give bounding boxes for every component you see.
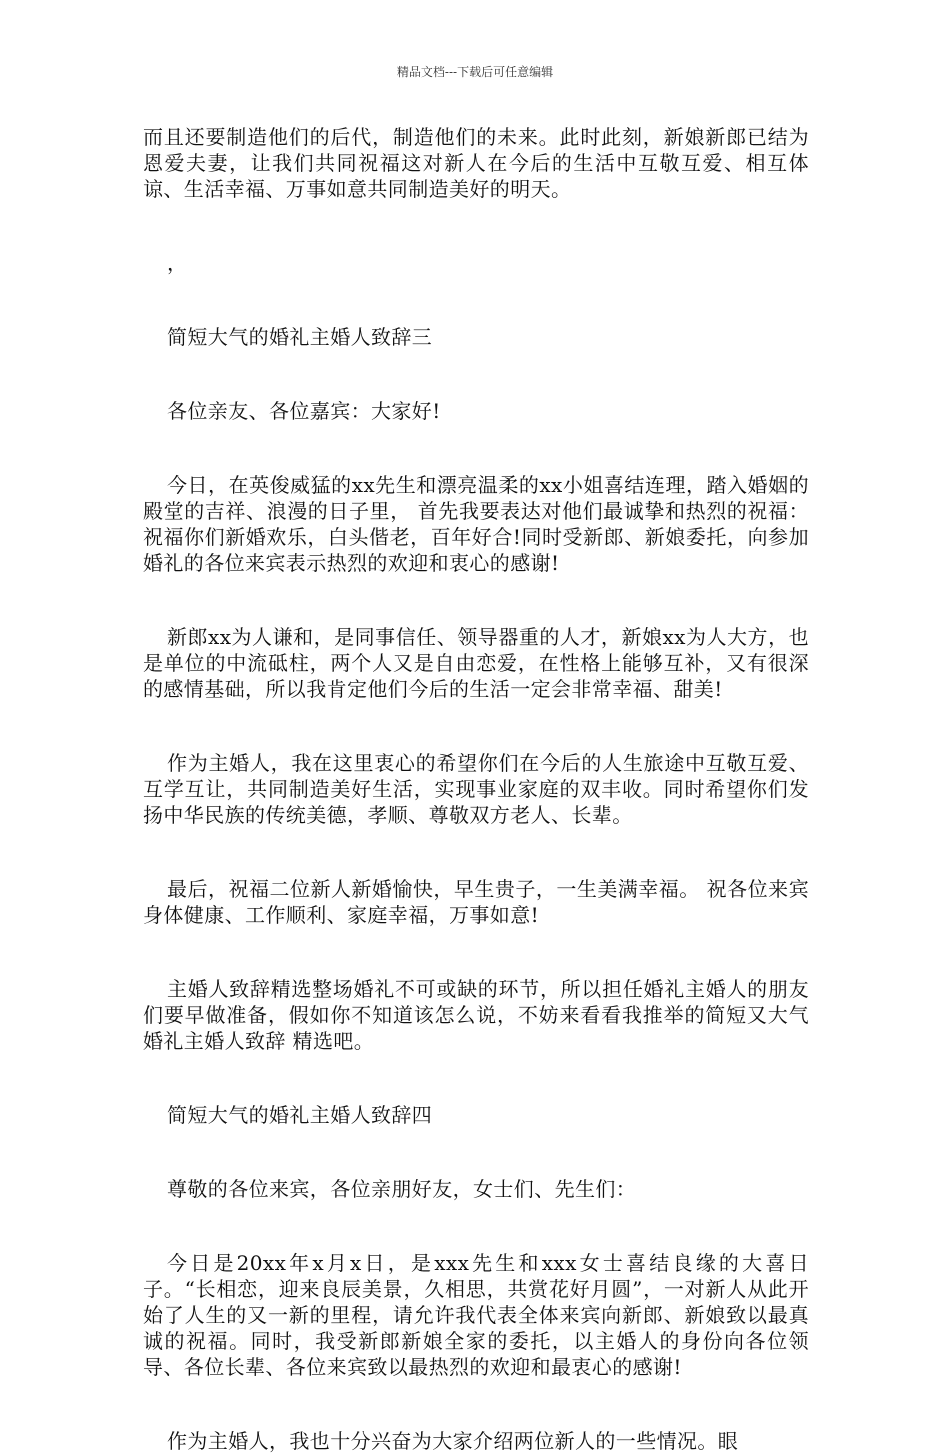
paragraph-wishes: 作为主婚人，我在这里衷心的希望你们在今后的人生旅途中互敬互爱、互学互让，共同制造美好生活，实现事业家庭的双丰收。同时希望你们发扬中华民族的传统美德，孝顺、尊敬双方老人、长辈。	[143, 751, 809, 827]
paragraph-transition: 主婚人致辞精选整场婚礼不可或缺的环节，所以担任婚礼主婚人的朋友们要早做准备，假如你不知道该怎么说，不妨来看看我推举的简短又大气 婚礼主婚人致辞 精选吧。	[143, 977, 809, 1053]
salutation-paragraph-four: 尊敬的各位来宾，各位亲朋好友，女士们、先生们：	[167, 1177, 637, 1201]
paragraph-date-announcement: 今日是20xx年x月x日，是xxx先生和xxx女士喜结良缘的大喜日子。“长相恋，迎来良辰美景，久相思，共赏花好月圆”，一对新人从此开始了人生的又一新的里程，请允许我代表全体来宾向新郎、新娘致以最真诚的祝福。同时，我受新郎新娘全家的委托，以主婚人的身份向各位领导、各位长辈、各位来宾致以最热烈的欢迎和最衷心的感谢!	[143, 1251, 809, 1379]
section-heading-four: 简短大气的婚礼主婚人致辞四	[167, 1103, 433, 1127]
paragraph-opening: 今日，在英俊威猛的xx先生和漂亮温柔的xx小姐喜结连理，踏入婚姻的殿堂的吉祥、浪漫的日子里， 首先我要表达对他们最诚挚和热烈的祝福：祝福你们新婚欢乐，白头偕老，百年好合!同时受新郎、新娘委托，向参加婚礼的各位来宾表示热烈的欢迎和衷心的感谢!	[143, 473, 809, 575]
paragraph-closing: 最后，祝福二位新人新婚愉快，早生贵子，一生美满幸福。 祝各位来宾身体健康、工作顺利、家庭幸福，万事如意!	[143, 877, 809, 927]
paragraph-comma: ，	[167, 251, 188, 275]
paragraph-introduction-cut: 作为主婚人，我也十分兴奋为大家介绍两位新人的一些情况。眼	[167, 1429, 739, 1453]
section-heading-three: 简短大气的婚礼主婚人致辞三	[167, 325, 433, 349]
paragraph-continuation: 而且还要制造他们的后代，制造他们的未来。此时此刻，新娘新郎已结为恩爱夫妻，让我们共同祝福这对新人在今后的生活中互敬互爱、相互体谅、生活幸福、万事如意共同制造美好的明天。	[143, 125, 809, 201]
document-body	[143, 124, 809, 1454]
salutation-paragraph: 各位亲友、各位嘉宾：大家好!	[167, 399, 441, 423]
paragraph-couple-intro: 新郎xx为人谦和，是同事信任、领导器重的人才，新娘xx为人大方，也是单位的中流砥柱，两个人又是自由恋爱，在性格上能够互补，又有很深的感情基础，所以我肯定他们今后的生活一定会非常幸福、甜美!	[143, 625, 809, 701]
page-header: 精品文档---下载后可任意编辑	[396, 65, 554, 79]
